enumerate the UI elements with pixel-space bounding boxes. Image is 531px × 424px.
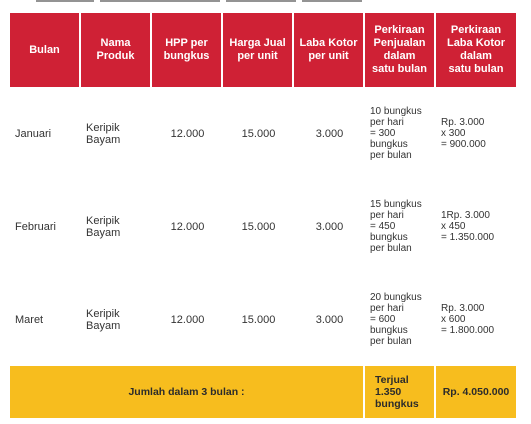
cell-hpp: 12.000 [152,273,223,366]
cell-bulan: Januari [10,87,81,180]
header-bulan: Bulan [10,13,81,87]
cell-laba: 3.000 [294,180,365,273]
cell-laba-bulan: Rp. 3.000 x 600 = 1.800.000 [436,273,516,366]
cell-hpp: 12.000 [152,87,223,180]
cell-harga: 15.000 [223,87,294,180]
cell-hpp: 12.000 [152,180,223,273]
header-nama-produk: Nama Produk [81,13,152,87]
cell-produk: Keripik Bayam [81,87,152,180]
header-hpp: HPP per bungkus [152,13,223,87]
cell-produk: Keripik Bayam [81,273,152,366]
cell-laba: 3.000 [294,273,365,366]
header-laba-kotor: Laba Kotor per unit [294,13,365,87]
header-perkiraan-laba: Perkiraan Laba Kotor dalam satu bulan [436,13,516,87]
header-harga-jual: Harga Jual per unit [223,13,294,87]
cell-produk: Keripik Bayam [81,180,152,273]
cell-harga: 15.000 [223,180,294,273]
table-body [10,87,516,366]
footer-row [10,366,516,418]
table-row [10,273,516,366]
cell-penjualan: 15 bungkus per hari = 450 bungkus per bulan [365,180,436,273]
cell-laba: 3.000 [294,87,365,180]
monthly-profit-table [10,13,516,418]
table-header [10,13,516,87]
header-row [10,13,516,87]
table-row [10,180,516,273]
table-row [10,87,516,180]
header-perkiraan-penjualan: Perkiraan Penjualan dalam satu bulan [365,13,436,87]
cell-laba-bulan: Rp. 3.000 x 300 = 900.000 [436,87,516,180]
cell-penjualan: 20 bungkus per hari = 600 bungkus per bulan [365,273,436,366]
total-profit: Rp. 4.050.000 [436,366,516,418]
total-label: Jumlah dalam 3 bulan : [10,366,365,418]
cell-bulan: Februari [10,180,81,273]
cell-laba-bulan: 1Rp. 3.000 x 450 = 1.350.000 [436,180,516,273]
cell-bulan: Maret [10,273,81,366]
cell-penjualan: 10 bungkus per hari = 300 bungkus per bulan [365,87,436,180]
total-sold: Terjual 1.350 bungkus [365,366,436,418]
table-footer [10,366,516,418]
cropped-text-remnant [36,0,416,3]
cell-harga: 15.000 [223,273,294,366]
